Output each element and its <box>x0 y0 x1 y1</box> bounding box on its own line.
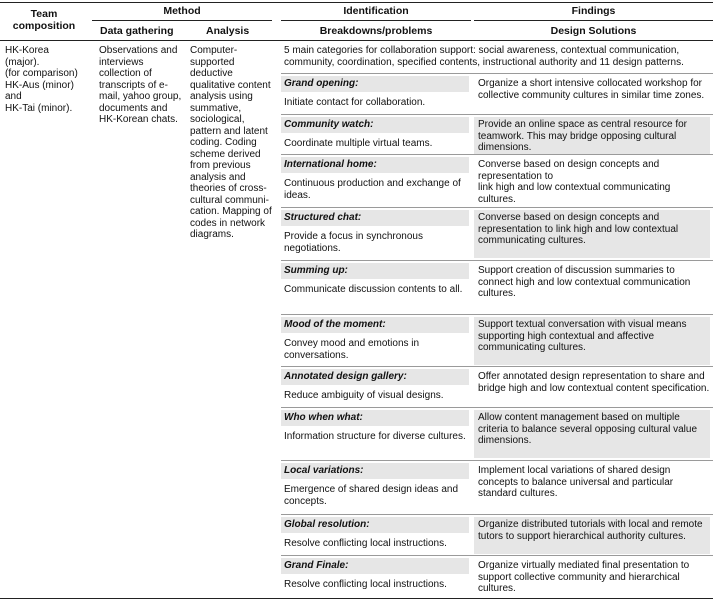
pattern-solution: Converse based on design concepts and representation to link high and low contextual communicating cultures. <box>478 159 671 205</box>
pattern-separator <box>281 314 713 315</box>
pattern-solution: Organize a short intensive collocated workshop for collective community cultures in similar time zones. <box>478 78 705 101</box>
pattern-solution: Implement local variations of shared design concepts to balance universal and particular standard cultures. <box>478 465 674 499</box>
pattern-separator <box>281 260 713 261</box>
pattern-title: Community watch: <box>281 117 469 133</box>
pattern-separator <box>281 366 713 367</box>
pattern-title: Grand opening: <box>281 76 469 92</box>
identification-subrule <box>281 20 471 21</box>
pattern-separator <box>281 514 713 515</box>
pattern-title: Who when what: <box>281 410 469 426</box>
pattern-solution: Organize distributed tutorials with local and remote tutors to support hierarchical authority cultures. <box>474 517 710 554</box>
table-bottom-rule <box>0 598 713 599</box>
pattern-title: Grand Finale: <box>281 558 469 574</box>
pattern-problem: Resolve conflicting local instructions. <box>284 538 447 549</box>
pattern-problem: Provide a focus in synchronous negotiations. <box>284 231 423 254</box>
pattern-title: Global resolution: <box>281 517 469 533</box>
method-subrule <box>92 20 272 21</box>
header-team-composition: Team composition <box>12 8 76 32</box>
pattern-problem: Information structure for diverse cultures. <box>284 431 466 442</box>
header-data-gathering: Data gathering <box>100 25 174 37</box>
header-bottom-rule <box>0 40 713 41</box>
pattern-solution: Converse based on design concepts and representation to link high and low contextual communicating cultures. <box>474 210 710 258</box>
pattern-problem: Emergence of shared design ideas and concepts. <box>284 484 459 507</box>
pattern-problem: Initiate contact for collaboration. <box>284 97 426 108</box>
pattern-solution: Allow content management based on multiple criteria to balance several opposing cultural value dimensions. <box>474 410 710 458</box>
pattern-separator <box>281 555 713 556</box>
pattern-problem: Reduce ambiguity of visual designs. <box>284 390 444 401</box>
pattern-separator <box>281 154 713 155</box>
header-design-solutions: Design Solutions <box>550 25 637 37</box>
pattern-title: Structured chat: <box>281 210 469 226</box>
pattern-separator <box>281 460 713 461</box>
pattern-problem: Resolve conflicting local instructions. <box>284 579 447 590</box>
header-method: Method <box>163 5 201 17</box>
data-gathering-text: Observations and interviews collection of transcripts of e-mail, yahoo group, documents and HK-Korean chats. <box>99 45 182 125</box>
pattern-problem: Coordinate multiple virtual teams. <box>284 138 433 149</box>
pattern-separator <box>281 114 713 115</box>
pattern-solution: Support creation of discussion summaries to connect high and low contextual communication cultures. <box>478 265 691 299</box>
header-identification: Identification <box>343 5 409 17</box>
header-findings: Findings <box>571 5 616 17</box>
analysis-text: Computer-supported deductive qualitative content analysis using summative, sociological, pattern and latent coding. Coding scheme derived from previous analysis and theories of cross- cultural communi-cation. Mapping of codes in network diagrams. <box>190 45 272 240</box>
pattern-separator <box>281 73 713 74</box>
pattern-solution: Organize virtually mediated final presentation to support collective community and hierarchical cultures. <box>478 560 690 594</box>
pattern-separator <box>281 407 713 408</box>
header-analysis: Analysis <box>206 25 250 37</box>
findings-subrule <box>474 20 713 21</box>
pattern-title: Annotated design gallery: <box>281 369 469 385</box>
table-top-rule <box>0 2 713 3</box>
team-composition-text: HK-Korea (major). (for comparison) HK-Aus (minor) and HK-Tai (minor). <box>5 45 78 114</box>
pattern-solution: Offer annotated design representation to share and bridge high and low contextual content specification. <box>478 371 710 394</box>
pattern-title: Summing up: <box>281 263 469 279</box>
pattern-title: Local variations: <box>281 463 469 479</box>
pattern-solution: Support textual conversation with visual means supporting high contextual and affective communicating cultures. <box>474 317 710 365</box>
pattern-title: Mood of the moment: <box>281 317 469 333</box>
categories-intro: 5 main categories for collaboration support: social awareness, contextual communication, community, coordination, specified contents, instructional authority and 11 design patterns. <box>284 45 684 68</box>
pattern-solution: Provide an online space as central resource for teamwork. This may bridge opposing cultural dimensions. <box>474 117 710 154</box>
pattern-separator <box>281 207 713 208</box>
pattern-problem: Convey mood and emotions in conversations. <box>284 338 420 361</box>
pattern-problem: Continuous production and exchange of ideas. <box>284 178 461 201</box>
pattern-title: International home: <box>281 157 469 173</box>
pattern-problem: Communicate discussion contents to all. <box>284 284 463 295</box>
header-breakdowns: Breakdowns/problems <box>319 25 433 37</box>
